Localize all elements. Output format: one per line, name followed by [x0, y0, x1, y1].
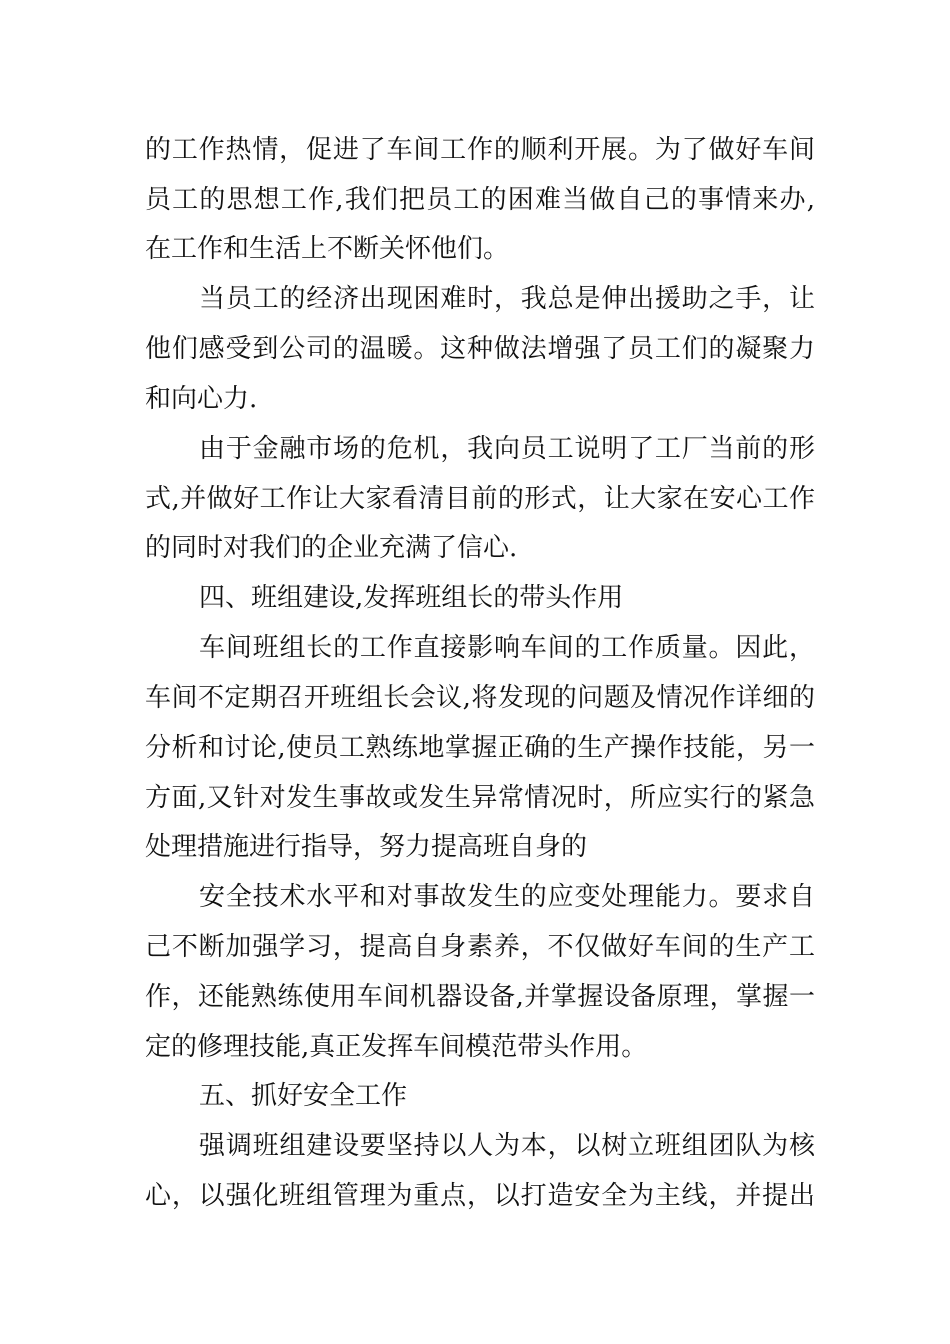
paragraph-line: 车间不定期召开班组长会议,将发现的问题及情况作详细的 [145, 683, 815, 713]
paragraph-line: 强调班组建设要坚持以人为本，以树立班组团队为核 [199, 1131, 815, 1161]
paragraph-line: 心，以强化班组管理为重点，以打造安全为主线，并提出 [145, 1181, 815, 1211]
section-heading: 五、抓好安全工作 [199, 1081, 408, 1111]
paragraph-line: 方面,又针对发生事故或发生异常情况时，所应实行的紧急 [145, 783, 815, 813]
paragraph-line: 在工作和生活上不断关怀他们。 [145, 234, 510, 264]
section-heading: 四、班组建设,发挥班组长的带头作用 [199, 583, 624, 613]
paragraph-line: 作，还能熟练使用车间机器设备,并掌握设备原理，掌握一 [145, 982, 815, 1012]
paragraph-line: 式,并做好工作让大家看清目前的形式，让大家在安心工作 [145, 484, 815, 514]
paragraph-line: 的工作热情，促进了车间工作的顺利开展。为了做好车间 [145, 135, 815, 165]
paragraph-line: 和向心力. [145, 384, 258, 414]
paragraph-line: 他们感受到公司的温暖。这种做法增强了员工们的凝聚力 [145, 334, 815, 364]
paragraph-line: 车间班组长的工作直接影响车间的工作质量。因此， [199, 633, 815, 663]
paragraph-line: 定的修理技能,真正发挥车间模范带头作用。 [145, 1032, 648, 1062]
paragraph-line: 己不断加强学习，提高自身素养，不仅做好车间的生产工 [145, 932, 815, 962]
paragraph-line: 由于金融市场的危机，我向员工说明了工厂当前的形 [199, 434, 815, 464]
paragraph-line: 当员工的经济出现困难时，我总是伸出援助之手，让 [199, 284, 815, 314]
paragraph-line: 员工的思想工作,我们把员工的困难当做自己的事情来办, [145, 185, 815, 215]
paragraph-line: 的同时对我们的企业充满了信心. [145, 533, 518, 563]
paragraph-line: 分析和讨论,使员工熟练地掌握正确的生产操作技能，另一 [145, 733, 815, 763]
paragraph-line: 处理措施进行指导，努力提高班自身的 [145, 832, 588, 862]
paragraph-line: 安全技术水平和对事故发生的应变处理能力。要求自 [199, 882, 815, 912]
